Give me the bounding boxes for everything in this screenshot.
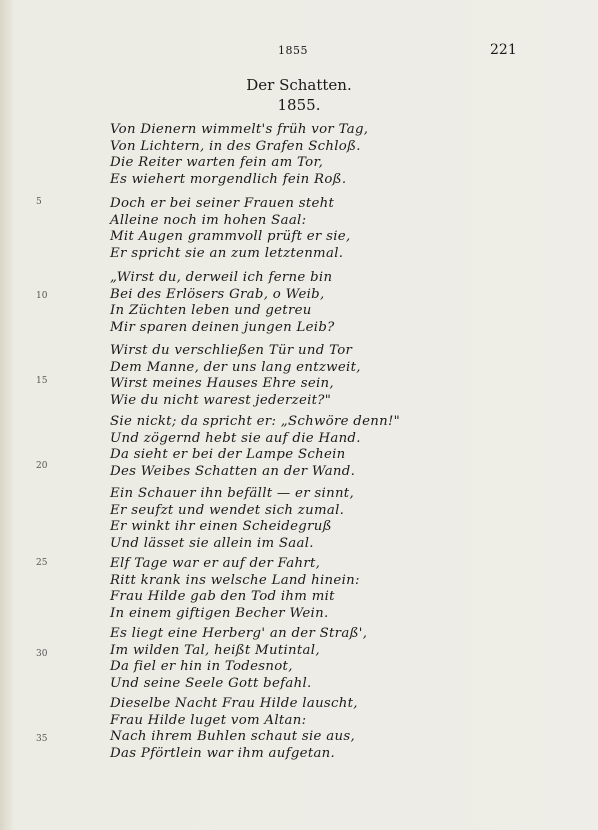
verse-line: Er winkt ihr einen Scheidegruß xyxy=(110,519,332,534)
verse-line: Dieselbe Nacht Frau Hilde lauscht, xyxy=(110,696,358,711)
line-number: 20 xyxy=(36,461,48,471)
page-number: 221 xyxy=(490,42,517,58)
line-number: 25 xyxy=(36,558,48,568)
verse-line: Doch er bei seiner Frauen steht xyxy=(110,196,335,211)
stanza xyxy=(110,270,510,336)
stanza xyxy=(110,122,510,188)
verse-line: In Züchten leben und getreu xyxy=(110,303,312,318)
verse-line: Die Reiter warten fein am Tor, xyxy=(110,155,324,170)
verse-line: Das Pförtlein war ihm aufgetan. xyxy=(110,745,336,761)
verse-line: Da fiel er hin in Todesnot, xyxy=(110,659,293,674)
verse-line: Sie nickt; da spricht er: „Schwöre denn!" xyxy=(110,414,401,429)
line-number: 5 xyxy=(36,197,42,207)
stanza xyxy=(110,196,510,262)
verse-line: Elf Tage war er auf der Fahrt, xyxy=(110,556,321,571)
verse-line: Frau Hilde gab den Tod ihm mit xyxy=(110,589,335,604)
stanza xyxy=(110,626,510,692)
verse-line: Ritt krank ins welsche Land hinein: xyxy=(110,572,360,588)
verse-line: Im wilden Tal, heißt Mutintal, xyxy=(110,642,320,658)
verse-line: Nach ihrem Buhlen schaut sie aus, xyxy=(110,729,355,744)
verse-line: Es wiehert morgendlich fein Roß. xyxy=(110,171,347,187)
verse-line: Des Weibes Schatten an der Wand. xyxy=(110,463,356,479)
stanza xyxy=(110,486,510,552)
verse-line: Es liegt eine Herberg' an der Straß', xyxy=(110,626,368,641)
verse-line: Er seufzt und wendet sich zumal. xyxy=(110,502,345,518)
verse-line: Von Lichtern, in des Grafen Schloß. xyxy=(110,138,361,154)
verse-line: Er spricht sie an zum letztenmal. xyxy=(110,245,344,261)
verse-line: „Wirst du, derweil ich ferne bin xyxy=(110,270,333,285)
stanza xyxy=(110,414,510,480)
verse-line: Mit Augen grammvoll prüft er sie, xyxy=(110,229,351,244)
verse-line: Da sieht er bei der Lampe Schein xyxy=(110,447,346,462)
verse-line: Ein Schauer ihn befällt — er sinnt, xyxy=(110,486,354,501)
line-number: 15 xyxy=(36,376,48,386)
verse-line: Wie du nicht warest jederzeit?" xyxy=(110,392,332,408)
verse-line: Wirst meines Hauses Ehre sein, xyxy=(110,376,334,391)
stanza xyxy=(110,556,510,622)
verse-line: Wirst du verschließen Tür und Tor xyxy=(110,343,353,358)
verse-line: Und zögernd hebt sie auf die Hand. xyxy=(110,430,361,446)
poem-title: Der Schatten. xyxy=(246,76,352,94)
verse-line: Bei des Erlösers Grab, o Weib, xyxy=(110,286,325,302)
line-number: 30 xyxy=(36,649,48,659)
verse-line: Dem Manne, der uns lang entzweit, xyxy=(110,359,361,375)
page-header xyxy=(0,44,598,64)
running-head: 1855 xyxy=(278,44,308,57)
verse-line: Und lässet sie allein im Saal. xyxy=(110,535,314,551)
verse-line: Frau Hilde luget vom Altan: xyxy=(110,712,307,728)
verse-line: Alleine noch im hohen Saal: xyxy=(110,212,307,228)
verse-line: Von Dienern wimmelt's früh vor Tag, xyxy=(110,122,369,137)
line-number: 10 xyxy=(36,291,48,301)
stanza xyxy=(110,696,510,762)
verse-line: Mir sparen deinen jungen Leib? xyxy=(110,319,335,335)
verse-line: Und seine Seele Gott befahl. xyxy=(110,675,312,691)
line-number: 35 xyxy=(36,734,48,744)
verse-line: In einem giftigen Becher Wein. xyxy=(110,605,329,621)
stanza xyxy=(110,343,510,409)
poem-year: 1855. xyxy=(277,96,321,114)
